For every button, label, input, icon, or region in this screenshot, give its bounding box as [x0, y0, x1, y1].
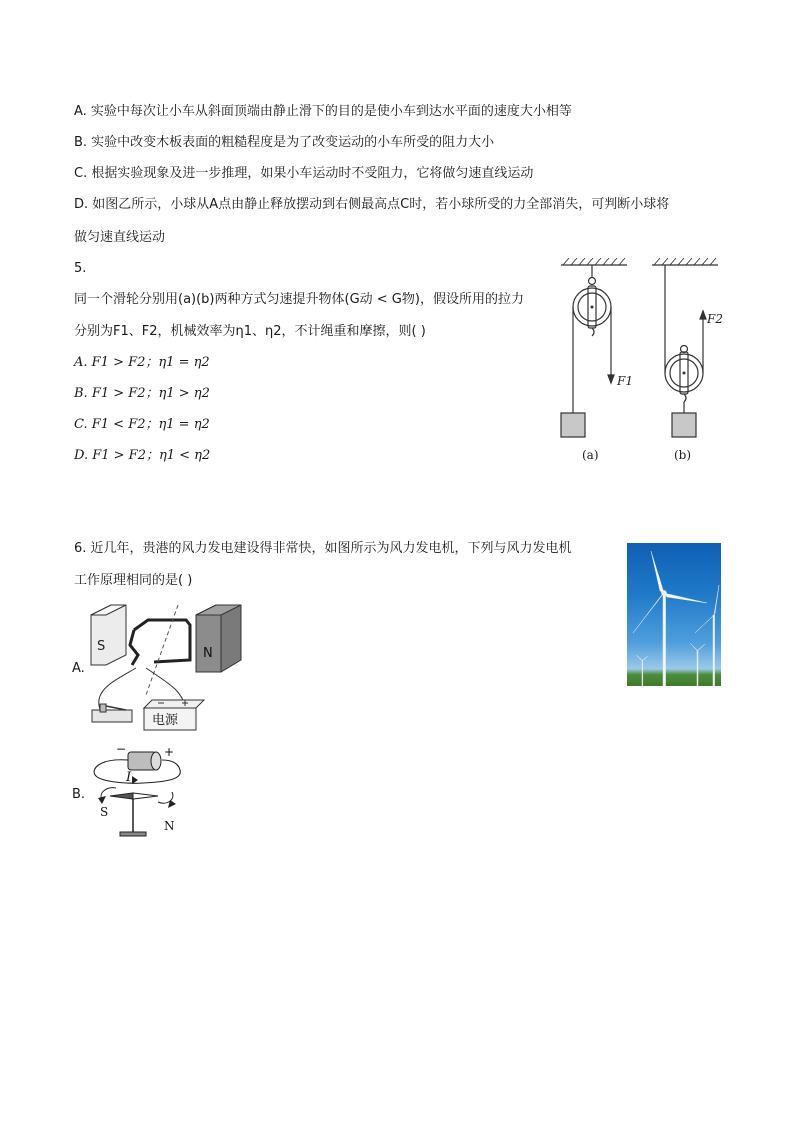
q4-option-d: D. 如图乙所示，小球从A点由静止释放摆动到右侧最高点C时，若小球所受的力全部消失，可判断小球将 — [74, 197, 670, 212]
needle-n-label: N — [164, 819, 175, 833]
figure-b-label: (b) — [674, 448, 692, 462]
q4-option-b: B. 实验中改变木板表面的粗糙程度是为了改变运动的小车所受的阻力大小 — [74, 135, 495, 150]
q4-option-c: C. 根据实验现象及进一步推理，如果小车运动时不受阻力，它将做匀速直线运动 — [74, 166, 534, 181]
power-source-label: 电源 — [152, 713, 179, 728]
q6-option-b-label: B. — [72, 787, 86, 802]
q5-option-d: D. F1 > F2；η1 < η2 — [74, 448, 211, 463]
q4-option-d-cont: 做匀速直线运动 — [74, 230, 166, 245]
q5-option-c: C. F1 < F2；η1 = η2 — [74, 417, 210, 432]
q5-number: 5. — [74, 261, 87, 276]
force-f2-label: F2 — [707, 312, 723, 326]
q6-stem-line-2: 工作原理相同的是( ) — [74, 573, 193, 588]
figure-a-label: (a) — [582, 448, 599, 462]
q4-option-a: A. 实验中每次让小车从斜面顶端由静止滑下的目的是使小车到达水平面的速度大小相等 — [74, 104, 572, 119]
magnet-s-label: S — [97, 639, 106, 654]
oersted-figure — [88, 740, 198, 845]
wind-turbine-photo — [627, 543, 721, 686]
force-f1-label: F1 — [617, 374, 633, 388]
current-label: I — [126, 770, 132, 785]
q5-stem-line-1: 同一个滑轮分别用(a)(b)两种方式匀速提升物体(G动 < G物)，假设所用的拉力 — [74, 292, 524, 307]
needle-s-label: S — [100, 805, 109, 819]
magnet-n-label: N — [203, 646, 213, 661]
q5-option-a: A. F1 > F2；η1 = η2 — [74, 355, 210, 370]
battery-minus-label: − — [116, 742, 127, 756]
battery-plus-label: + — [164, 745, 175, 759]
q6-option-a-label: A. — [72, 661, 85, 676]
motor-figure — [86, 600, 246, 735]
pulley-figure — [555, 255, 730, 470]
q6-stem-line-1: 6. 近几年，贵港的风力发电建设得非常快，如图所示为风力发电机，下列与风力发电机 — [74, 541, 572, 556]
q5-option-b: B. F1 > F2；η1 > η2 — [74, 386, 210, 401]
q5-stem-line-2: 分别为F1、F2，机械效率为η1、η2，不计绳重和摩擦，则( ) — [74, 324, 426, 339]
